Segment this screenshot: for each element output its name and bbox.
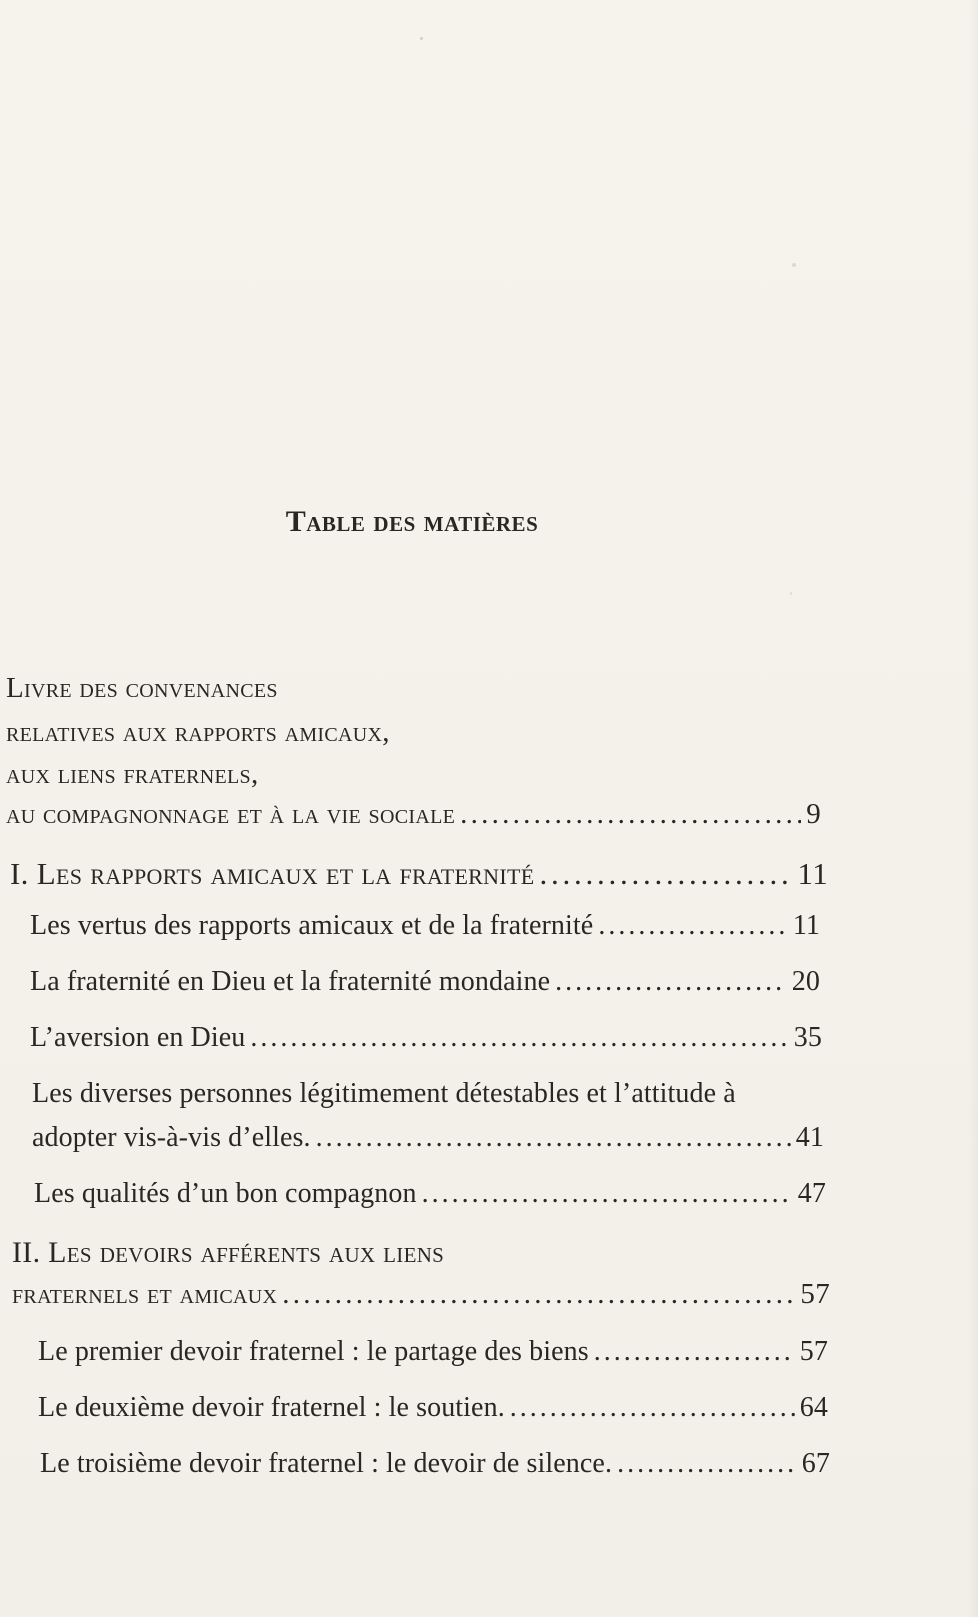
section-title: Le deuxième devoir fraternel : le soutien. <box>38 1392 505 1423</box>
livre-title-line-1: Livre des convenances <box>6 672 278 704</box>
section-title-line-1[interactable]: Les diverses personnes légitimement détestables et l’attitude à <box>32 1078 736 1109</box>
page-title: Table des matières <box>285 505 539 538</box>
page-number: 57 <box>799 1336 828 1367</box>
page-number: 57 <box>800 1278 830 1310</box>
toc-entry-section[interactable] <box>30 966 820 998</box>
dot-leader <box>282 1278 795 1311</box>
toc-entry-section[interactable] <box>32 1122 824 1154</box>
page-number: 9 <box>806 798 821 830</box>
page-number: 47 <box>797 1178 826 1209</box>
toc-entry-section[interactable] <box>40 1448 830 1480</box>
chapter-title: fraternels et amicaux <box>12 1278 278 1310</box>
livre-title-line-2: relatives aux rapports amicaux, <box>6 716 390 748</box>
toc-entry-section[interactable] <box>34 1178 826 1210</box>
toc-entry-livre[interactable] <box>6 798 821 831</box>
section-title: Les vertus des rapports amicaux et de la fraternité <box>30 910 594 941</box>
dot-leader <box>460 798 801 831</box>
toc-entry-chapter-2[interactable] <box>12 1278 830 1311</box>
section-title: Le premier devoir fraternel : le partage des biens <box>38 1336 589 1367</box>
entry-title: au compagnonnage et à la vie sociale <box>6 798 456 830</box>
page-number: 11 <box>797 856 828 891</box>
dot-leader <box>617 1448 797 1480</box>
livre-title-line-3: aux liens fraternels, <box>6 758 259 790</box>
paper-speck <box>792 263 796 267</box>
dot-leader <box>539 856 792 892</box>
dot-leader <box>555 966 787 998</box>
dot-leader <box>250 1022 788 1054</box>
page-number: 64 <box>799 1392 828 1423</box>
section-title: La fraternité en Dieu et la fraternité mondaine <box>30 966 551 997</box>
section-title: Le troisième devoir fraternel : le devoir de silence. <box>40 1448 613 1479</box>
page-number: 67 <box>801 1448 830 1479</box>
dot-leader <box>510 1392 795 1424</box>
paper-speck <box>790 592 792 595</box>
page-number: 20 <box>791 966 820 997</box>
toc-entry-section[interactable] <box>30 910 820 942</box>
toc-entry-chapter-1[interactable] <box>10 856 828 892</box>
page-number: 35 <box>793 1022 822 1053</box>
toc-entry-section[interactable] <box>38 1336 828 1368</box>
dot-leader <box>598 910 788 942</box>
dot-leader <box>316 1122 791 1154</box>
chapter-title: I. Les rapports amicaux et la fraternité <box>10 856 535 891</box>
paper-speck <box>420 37 423 40</box>
dot-leader <box>422 1178 793 1210</box>
page-number: 11 <box>792 910 820 941</box>
section-title: Les qualités d’un bon compagnon <box>34 1178 417 1209</box>
section-title: adopter vis-à-vis d’elles. <box>32 1122 311 1153</box>
page-number: 41 <box>795 1122 824 1153</box>
toc-entry-section[interactable] <box>38 1392 828 1424</box>
chapter-title-line-1[interactable]: II. Les devoirs afférents aux liens <box>12 1236 445 1269</box>
section-title: L’aversion en Dieu <box>30 1022 246 1053</box>
toc-entry-section[interactable] <box>30 1022 822 1054</box>
page-edge-shadow <box>968 0 978 1617</box>
dot-leader <box>594 1336 795 1368</box>
